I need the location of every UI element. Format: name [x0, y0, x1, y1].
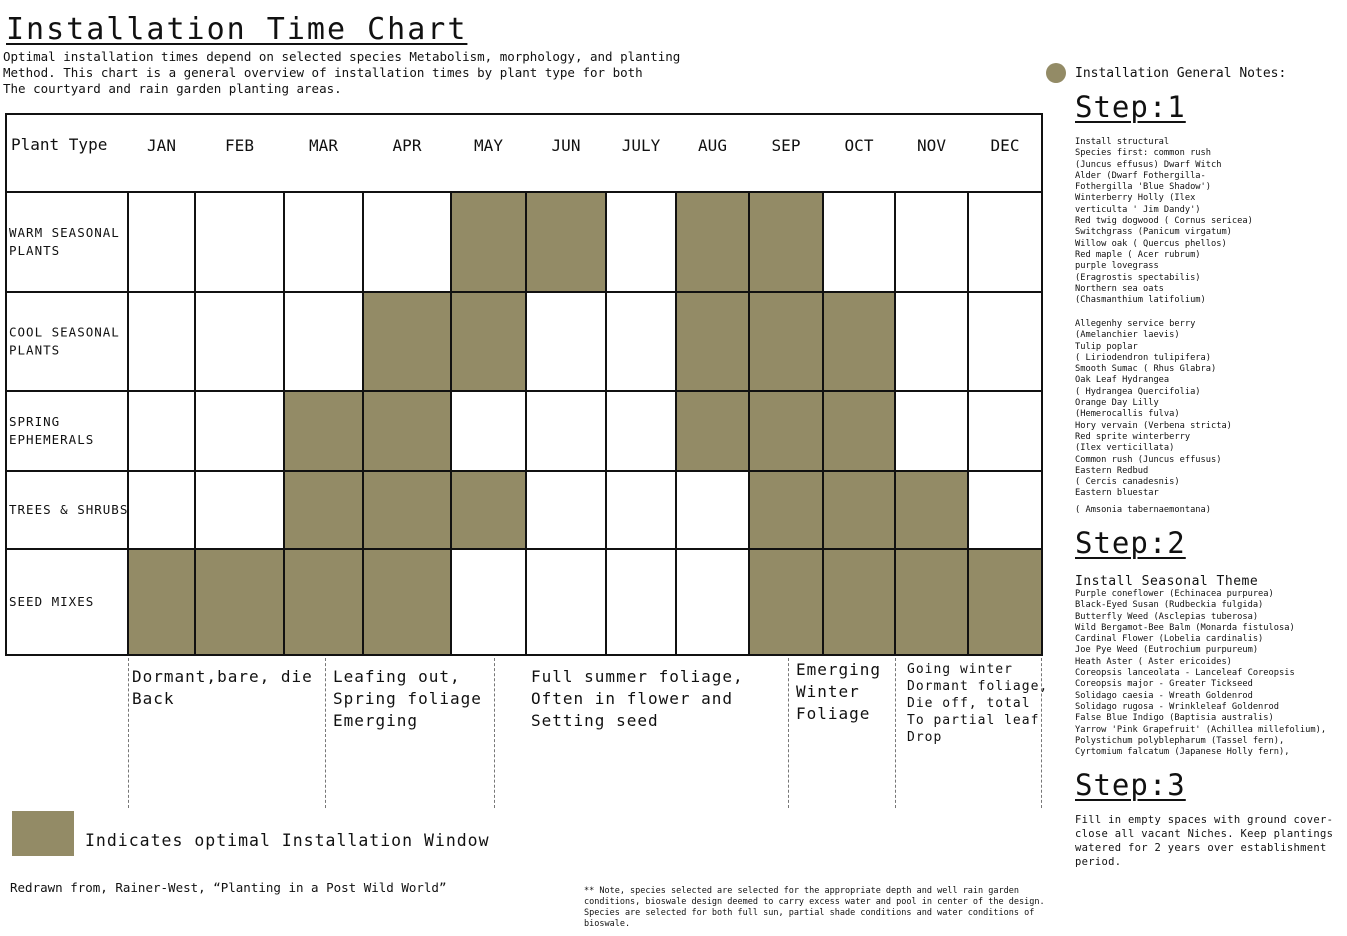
cell-jun-row-4	[526, 471, 606, 549]
species-item: Polystichum polyblepharum (Tassel fern),	[1075, 735, 1285, 746]
species-item: Black-Eyed Susan (Rudbeckia fulgida)	[1075, 600, 1264, 611]
cell-sep-row-3-optimal	[749, 391, 823, 471]
legend-swatch	[12, 811, 74, 856]
row-label-1: WARM SEASONAL	[9, 225, 120, 240]
species-item: False Blue Indigo (Baptisia australis)	[1075, 713, 1274, 724]
month-header-feb: FEB	[225, 136, 254, 155]
cell-nov-row-5-optimal	[895, 549, 968, 655]
cell-feb-row-1	[195, 192, 284, 292]
cell-mar-row-3-optimal	[284, 391, 363, 471]
cell-apr-row-3-optimal	[363, 391, 451, 471]
row-label-2: PLANTS	[9, 342, 61, 358]
species-item: (Hemerocallis fulva)	[1075, 409, 1180, 420]
species-item: Purple coneflower (Echinacea purpurea)	[1075, 589, 1274, 599]
species-item: Switchgrass (Panicum virgatum)	[1075, 227, 1232, 238]
cell-jun-row-5	[526, 549, 606, 655]
species-item: Species first: common rush	[1075, 148, 1211, 159]
cell-dec-row-4	[968, 471, 1042, 549]
species-item: Joe Pye Weed (Eutrochium purpureum)	[1075, 645, 1259, 656]
cell-aug-row-4	[676, 471, 749, 549]
cell-may-row-1-optimal	[451, 192, 526, 292]
cell-oct-row-2-optimal	[823, 292, 895, 391]
cell-oct-row-1	[823, 192, 895, 292]
cell-july-row-2	[606, 292, 676, 391]
cell-nov-row-2	[895, 292, 968, 391]
phase-label-5: Going winter Dormant foliage, Die off, total To partial leaf Drop	[907, 662, 1049, 745]
species-item: Hory vervain (Verbena stricta)	[1075, 420, 1232, 431]
cell-mar-row-2	[284, 292, 363, 391]
cell-may-row-5	[451, 549, 526, 655]
month-header-mar: MAR	[309, 136, 338, 155]
installation-grid	[5, 113, 1043, 656]
month-header-sep: SEP	[771, 136, 801, 155]
cell-may-row-4-optimal	[451, 471, 526, 549]
grid-cells	[128, 192, 1042, 655]
cell-sep-row-4-optimal	[749, 471, 823, 549]
species-item: verticulta ' Jim Dandy')	[1075, 204, 1201, 215]
species-item: Coreopsis lanceolata - Lanceleaf Coreopsis	[1075, 668, 1295, 679]
row-label-1: PLANTS	[9, 243, 61, 258]
species-item: Oak Leaf Hydrangea	[1075, 375, 1170, 386]
species-item: Coreopsis major - Greater Tickseed	[1075, 679, 1253, 690]
month-header-dec: DEC	[990, 136, 1020, 155]
species-item: (Chasmanthium latifolium)	[1075, 295, 1206, 306]
cell-feb-row-2	[195, 292, 284, 391]
phase-divider	[1041, 658, 1042, 808]
species-item: ( Amsonia tabernaemontana)	[1075, 505, 1211, 515]
species-item: Eastern bluestar	[1075, 488, 1159, 499]
row-label-4: TREES & SHRUBS	[9, 502, 129, 517]
species-item: ( Cercis canadesnis)	[1075, 477, 1180, 488]
cell-apr-row-2-optimal	[363, 292, 451, 391]
step2-subheading: Install Seasonal Theme	[1075, 574, 1259, 589]
cell-may-row-2-optimal	[451, 292, 526, 391]
month-header-jun: JUN	[551, 136, 581, 155]
species-item: Smooth Sumac ( Rhus Glabra)	[1075, 364, 1217, 375]
phase-label-4: Emerging Winter Foliage	[796, 660, 882, 723]
species-item: Butterfly Weed (Asclepias tuberosa)	[1075, 611, 1259, 622]
phase-divider	[325, 658, 326, 808]
month-header-july: JULY	[621, 136, 661, 155]
row-label-2: COOL SEASONAL	[9, 324, 120, 340]
phase-label-1: Dormant,bare, die Back	[132, 667, 313, 708]
species-item: Wild Bergamot-Bee Balm (Monarda fistulosa)	[1075, 622, 1295, 633]
species-item: ( Liriodendron tulipifera)	[1075, 352, 1211, 363]
species-item: Common rush (Juncus effusus)	[1075, 454, 1222, 465]
cell-apr-row-1	[363, 192, 451, 292]
cell-dec-row-3	[968, 391, 1042, 471]
cell-july-row-4	[606, 471, 676, 549]
row-label-3: SPRING	[9, 414, 61, 429]
cell-aug-row-5	[676, 549, 749, 655]
cell-oct-row-5-optimal	[823, 549, 895, 655]
row-label-3: EPHEMERALS	[9, 432, 95, 447]
step1-species-list-1	[1075, 137, 1253, 306]
month-header-aug: AUG	[698, 136, 727, 155]
cell-jan-row-5-optimal	[128, 549, 195, 655]
cell-jan-row-3	[128, 391, 195, 471]
cell-jan-row-1	[128, 192, 195, 292]
cell-aug-row-2-optimal	[676, 292, 749, 391]
species-item: (Amelanchier laevis)	[1075, 330, 1180, 341]
species-item: Willow oak ( Quercus phellos)	[1075, 238, 1227, 249]
cell-jun-row-1-optimal	[526, 192, 606, 292]
species-item: Red twig dogwood ( Cornus sericea)	[1075, 216, 1253, 227]
cell-july-row-1	[606, 192, 676, 292]
species-item: Allegenhy service berry	[1075, 319, 1196, 329]
phase-divider	[895, 658, 896, 808]
notes-title: Installation General Notes:	[1075, 66, 1287, 81]
step2-heading: Step:2	[1075, 526, 1186, 560]
species-item: Yarrow 'Pink Grapefruit' (Achillea millefolium),	[1075, 724, 1327, 735]
step2-species-list	[1075, 589, 1326, 758]
month-header-may: MAY	[474, 136, 503, 155]
cell-dec-row-1	[968, 192, 1042, 292]
species-item: Red maple ( Acer rubrum)	[1075, 249, 1201, 260]
cell-dec-row-2	[968, 292, 1042, 391]
cell-oct-row-4-optimal	[823, 471, 895, 549]
notes-bullet-icon	[1046, 63, 1066, 83]
species-item: Cyrtomium falcatum (Japanese Holly fern),	[1075, 747, 1290, 758]
step1-heading: Step:1	[1075, 90, 1186, 124]
credit-text: Redrawn from, Rainer-West, “Planting in a Post Wild World”	[10, 880, 447, 895]
legend-label: Indicates optimal Installation Window	[85, 831, 490, 850]
phase-label-2: Leafing out, Spring foliage Emerging	[333, 667, 482, 730]
species-item: Install structural	[1075, 137, 1170, 147]
cell-sep-row-5-optimal	[749, 549, 823, 655]
cell-may-row-3	[451, 391, 526, 471]
species-item: Fothergilla 'Blue Shadow')	[1075, 182, 1211, 193]
step3-text: Fill in empty spaces with ground cover-close all vacant Niches. Keep plantings watered for 2 years over establishment period.	[1075, 814, 1334, 868]
phase-divider	[128, 658, 129, 808]
cell-jan-row-2	[128, 292, 195, 391]
cell-mar-row-4-optimal	[284, 471, 363, 549]
species-item: (Juncus effusus) Dwarf Witch	[1075, 159, 1222, 170]
cell-mar-row-1	[284, 192, 363, 292]
cell-feb-row-4	[195, 471, 284, 549]
footnote-text: ** Note, species selected are selected for the appropriate depth and well rain garden conditions, bioswale design deemed to carry excess water and pool in center of the design. Species are selected for both full sun, partial shade conditions and water conditions of bioswale.	[584, 886, 1045, 929]
cell-feb-row-5-optimal	[195, 549, 284, 655]
phase-divider	[788, 658, 789, 808]
species-item: Orange Day Lilly	[1075, 398, 1159, 409]
species-item: Alder (Dwarf Fothergilla-	[1075, 170, 1206, 181]
cell-jan-row-4	[128, 471, 195, 549]
cell-aug-row-1-optimal	[676, 192, 749, 292]
month-header-apr: APR	[392, 136, 422, 155]
species-item: Tulip poplar	[1075, 341, 1138, 352]
species-item: Solidago caesia - Wreath Goldenrod	[1075, 690, 1253, 701]
species-item: Solidago rugosa - Wrinkleleaf Goldenrod	[1075, 701, 1279, 712]
cell-mar-row-5-optimal	[284, 549, 363, 655]
cell-nov-row-1	[895, 192, 968, 292]
cell-oct-row-3-optimal	[823, 391, 895, 471]
step1-species-list-3	[1075, 505, 1211, 516]
cell-july-row-3	[606, 391, 676, 471]
page-title: Installation Time Chart	[6, 12, 468, 47]
month-header-jan: JAN	[147, 136, 176, 155]
cell-sep-row-1-optimal	[749, 192, 823, 292]
cell-nov-row-4-optimal	[895, 471, 968, 549]
species-item: purple lovegrass	[1075, 261, 1159, 272]
cell-dec-row-5-optimal	[968, 549, 1042, 655]
cell-jun-row-2	[526, 292, 606, 391]
month-header-oct: OCT	[844, 136, 874, 155]
cell-apr-row-4-optimal	[363, 471, 451, 549]
cell-feb-row-3	[195, 391, 284, 471]
species-item: Heath Aster ( Aster ericoides)	[1075, 656, 1232, 667]
species-item: Red sprite winterberry	[1075, 431, 1191, 442]
step1-species-list-2	[1075, 319, 1232, 500]
cell-nov-row-3	[895, 391, 968, 471]
row-label-5: SEED MIXES	[9, 594, 95, 609]
species-item: (Ilex verticillata)	[1075, 443, 1175, 454]
species-item: Cardinal Flower (Lobelia cardinalis)	[1075, 634, 1264, 645]
month-header-nov: NOV	[917, 136, 946, 155]
cell-apr-row-5-optimal	[363, 549, 451, 655]
cell-sep-row-2-optimal	[749, 292, 823, 391]
corner-label: Plant Type	[11, 135, 108, 154]
species-item: Northern sea oats	[1075, 283, 1164, 294]
species-item: Eastern Redbud	[1075, 465, 1149, 476]
species-item: Winterberry Holly (Ilex	[1075, 193, 1196, 204]
phase-divider	[494, 658, 495, 808]
cell-aug-row-3-optimal	[676, 391, 749, 471]
step3-heading: Step:3	[1075, 768, 1186, 802]
intro-text: Optimal installation times depend on selected species Metabolism, morphology, and planting Method. This chart is a general overview of installation times by plant type for both The courtyard and rain garden planting areas.	[3, 49, 681, 96]
species-item: ( Hydrangea Quercifolia)	[1075, 386, 1201, 397]
cell-july-row-5	[606, 549, 676, 655]
cell-jun-row-3	[526, 391, 606, 471]
phase-label-3: Full summer foliage, Often in flower and Setting seed	[531, 667, 744, 730]
species-item: (Eragrostis spectabilis)	[1075, 272, 1201, 283]
